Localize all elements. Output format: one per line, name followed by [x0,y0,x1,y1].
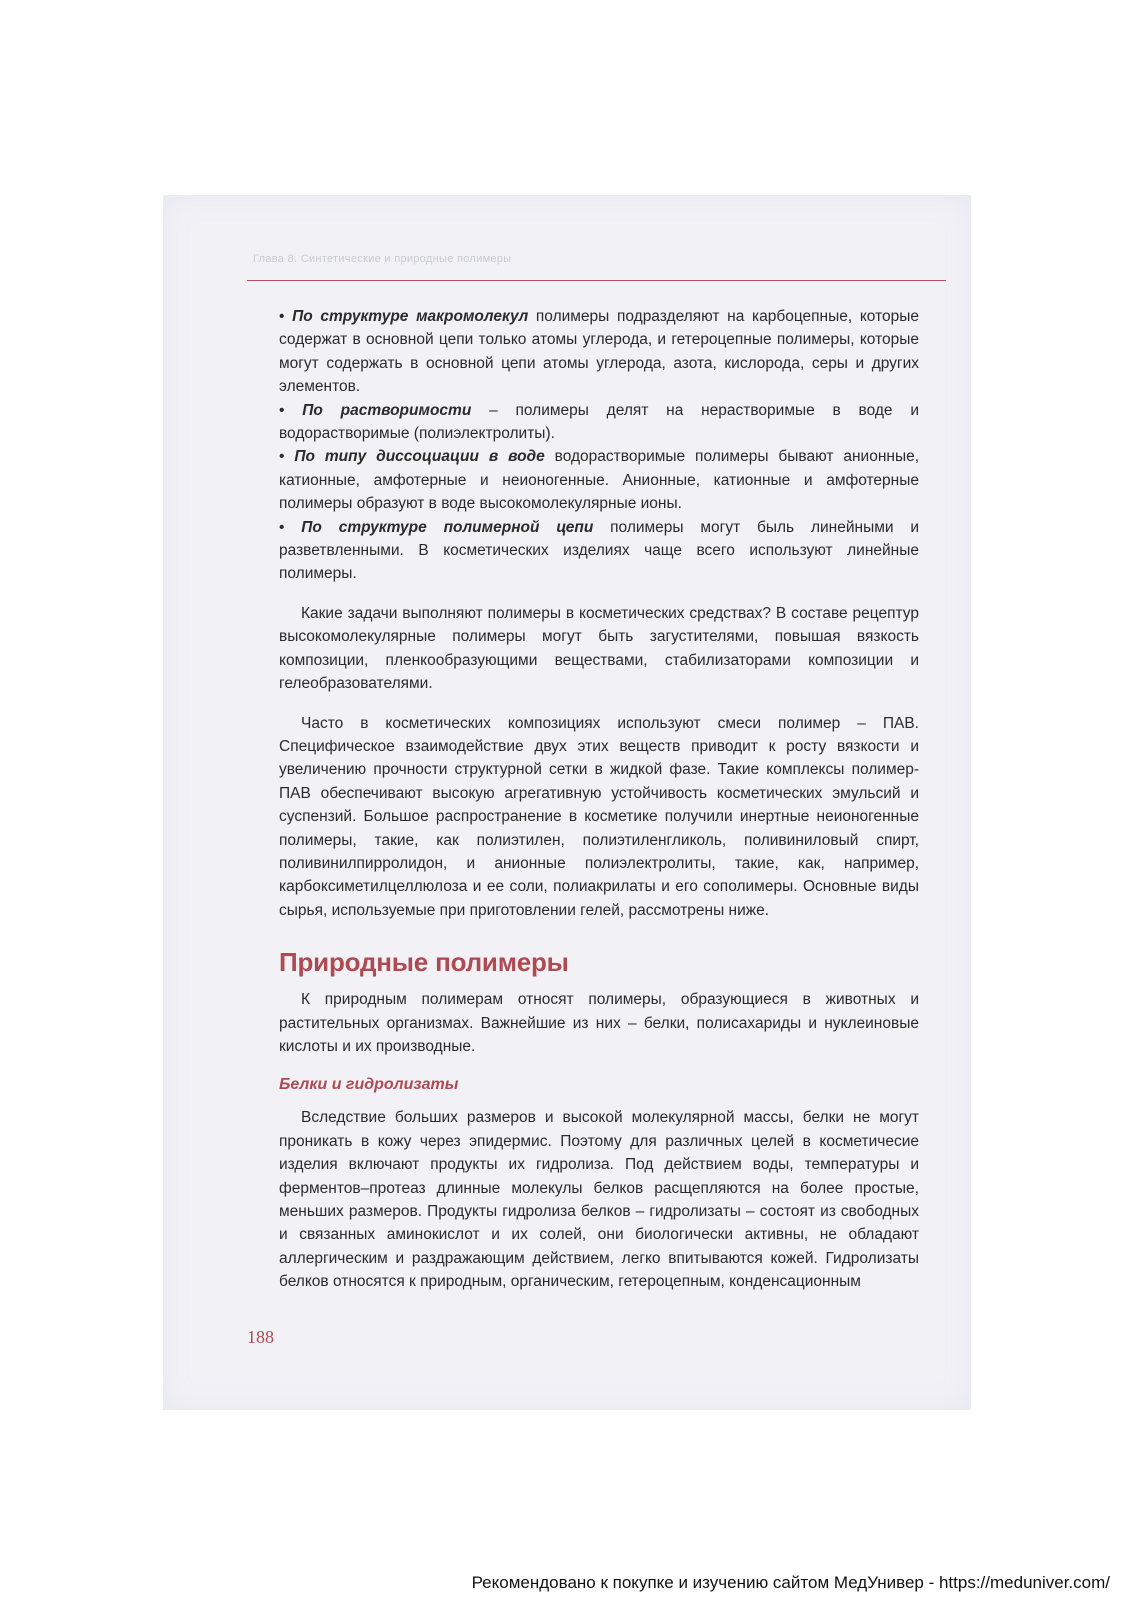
section-intro: К природным полимерам относят полимеры, образующиеся в животных и растительных организмах. Важнейшие из них – белки, полисахариды и нуклеиновые кислоты и их производные. [279,991,919,1055]
bullet-paragraph: • По растворимости – полимеры делят на нерастворимые в воде и водорастворимые (полиэлектролиты). [279,401,919,443]
bullet-paragraph: • По структуре макромолекул полимеры подразделяют на карбоцепные, которые содержат в основной цепи только атомы углерода, и гетероцепные полимеры, которые могут содержать в основной цепи атомы углерода, азота, кислорода, серы и других элементов. [279,308,920,396]
bullet-paragraph: • По типу диссоциации в воде водорастворимые полимеры бывают анионные, катионные, амфотерные и неионогенные. Анионные, катионные и амфотерные полимеры образуют в воде высокомолекулярные ионы. [279,448,920,513]
bullet-text: полимеры могут быль линейными и разветвленными. В косметических изделиях чаще всего используют линейные полимеры. [279,518,920,583]
subsection-title: Белки и гидролизаты [279,1076,459,1094]
body-paragraph: Часто в косметических композициях используют смеси полимер – ПАВ. Специфическое взаимодействие двух этих веществ приводит к росту вязкости и увеличению прочности структурной сетки в жидкой фазе. Такие комплексы полимер-ПАВ обеспечивают высокую агрегативную устойчивость косметических эмульсий и суспензий. Большое распространение в косметике получили инертные неионогенные полимеры, такие, как полиэтилен, полиэтиленгликоль, поливиниловый спирт, поливинилпирролидон, и анионные полиэлектролиты, такие, как, например, карбоксиметилцеллюлоза и ее соли, полиакрилаты и его сополимеры. Основные виды сырья, используемые при приготовлении гелей, рассмотрены ниже. [279,714,919,919]
bullet-lead: По структуре макромолекул [292,308,529,325]
book-page [163,195,971,1410]
page-content [279,305,919,1294]
header-rule [247,280,946,281]
bullet-lead: По растворимости [302,401,472,419]
bullet-text: полимеры подразделяют на карбоцепные, которые содержат в основной цепи только атомы углерода, и гетероцепные полимеры, которые могут содержать в основной цепи атомы углерода, азота, кислорода, серы и других элементов. [279,308,920,396]
page-number: 188 [247,1327,274,1347]
bullet-lead: По структуре полимерной цепи [301,518,594,536]
body-paragraph: Какие задачи выполняют полимеры в косметических средствах? В составе рецептур высокомолекулярные полимеры могут быть загустителями, повышая вязкость композиции, пленкообразующими веществами, стабилизаторами композиции и гелеобразователями. [279,604,919,693]
section-title: Природные полимеры [279,947,569,978]
bullet-text: – полимеры делят на нерастворимые в воде и водорастворимые (полиэлектролиты). [279,401,919,443]
footer-note: Рекомендовано к покупке и изучению сайтом МедУнивер - https://meduniver.com/ [471,1573,1110,1592]
subsection-paragraph: Вследствие больших размеров и высокой молекулярной массы, белки не могут проникать в кожу через эпидермис. Поэтому для различных целей в косметичесие изделия включают продукты их гидролиза. Под действием воды, температуры и ферментов–протеаз длинные молекулы белков расщепляются на более простые, меньших размеров. Продукты гидролиза белков – гидролизаты – состоят из свободных и связанных аминокислот и их солей, они биологически активны, не обладают аллергическим и раздражающим действием, легко впитываются кожей. Гидролизаты белков относятся к природным, органическим, гетероцепным, конденсационным [279,1109,919,1291]
bullet-paragraph: • По структуре полимерной цепи полимеры могут быль линейными и разветвленными. В косметических изделиях чаще всего используют линейные полимеры. [279,518,920,583]
bullet-lead: По типу диссоциации в воде [294,448,545,466]
running-head: Глава 8. Синтетические и природные полимеры [253,253,512,265]
bullet-text: водорастворимые полимеры бывают анионные, катионные, амфотерные и неионогенные. Анионные, катионные и амфотерные полимеры образуют в воде высокомолекулярные ионы. [279,448,920,513]
